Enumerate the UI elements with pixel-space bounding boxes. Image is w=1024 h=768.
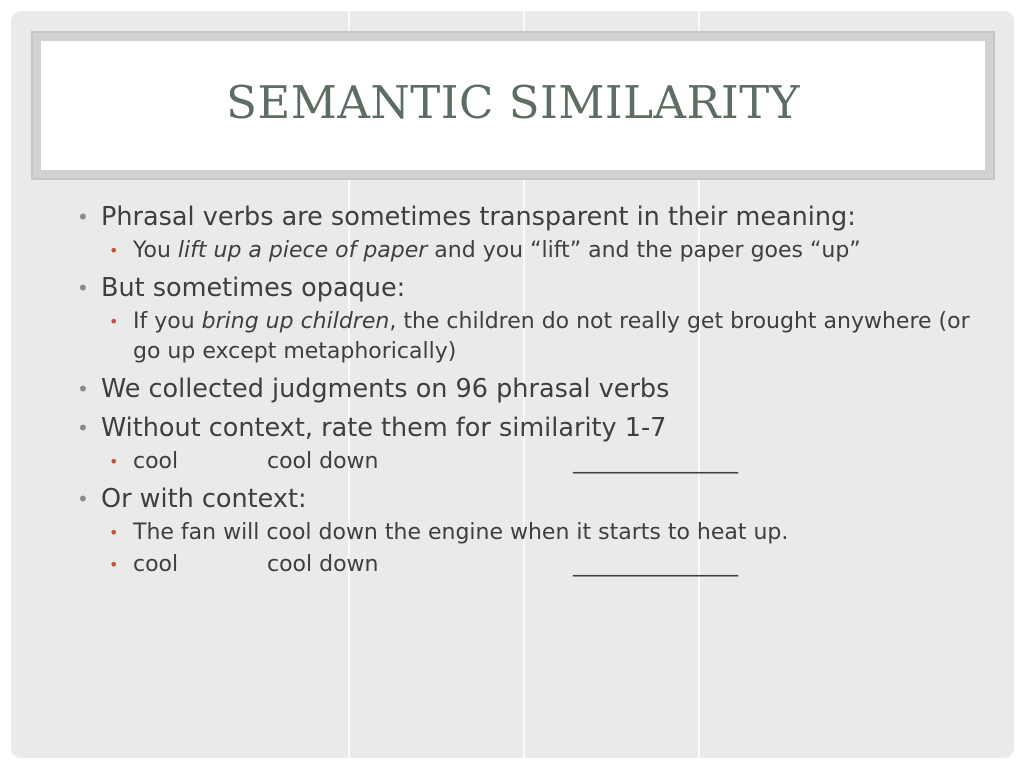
bullet-dot-icon: • bbox=[77, 377, 89, 401]
bullet-text: Phrasal verbs are sometimes transparent in their meaning: bbox=[101, 202, 856, 232]
rating-item bbox=[73, 447, 973, 477]
title-frame bbox=[31, 31, 995, 180]
bullet-dot-icon: • bbox=[109, 312, 119, 331]
bullet-text: Or with context: bbox=[101, 484, 307, 514]
bullet-dot-icon: • bbox=[109, 523, 119, 542]
rating-word: cool bbox=[133, 552, 179, 577]
bullet-item bbox=[73, 483, 973, 516]
bullet-item bbox=[73, 201, 973, 234]
sub-bullet-italic: bring up children bbox=[201, 309, 390, 334]
sub-bullet-italic: lift up a piece of paper bbox=[177, 238, 428, 263]
bullet-dot-icon: • bbox=[77, 276, 89, 300]
bullet-dot-icon: • bbox=[77, 205, 89, 229]
bullet-text: Without context, rate them for similarity 1-7 bbox=[101, 413, 667, 443]
bullet-dot-icon: • bbox=[109, 555, 119, 574]
bullet-dot-icon: • bbox=[109, 452, 119, 471]
rating-word: cool bbox=[133, 449, 179, 474]
sub-bullet-suffix: , the children do not really get brought anywhere (or go up except metaphorically) bbox=[133, 309, 970, 364]
sub-bullet-prefix: If you bbox=[133, 309, 202, 334]
rating-item bbox=[73, 550, 973, 580]
bullet-text: But sometimes opaque: bbox=[101, 273, 406, 303]
bullet-text: We collected judgments on 96 phrasal verbs bbox=[101, 374, 670, 404]
bullet-dot-icon: • bbox=[109, 241, 119, 260]
rating-phrase: cool down bbox=[267, 552, 379, 577]
sub-bullet-item bbox=[73, 307, 973, 367]
bullet-dot-icon: • bbox=[77, 416, 89, 440]
bullet-item bbox=[73, 373, 973, 406]
slide-title: SEMANTIC SIMILARITY bbox=[226, 76, 800, 129]
context-sentence: The fan will cool down the engine when it starts to heat up. bbox=[133, 520, 789, 545]
slide bbox=[11, 11, 1014, 758]
rating-blank: _______________ bbox=[573, 449, 738, 474]
rating-blank: _______________ bbox=[573, 552, 738, 577]
sub-bullet-prefix: You bbox=[133, 238, 178, 263]
title-box bbox=[41, 41, 985, 170]
sub-bullet-item bbox=[73, 236, 973, 266]
bullet-dot-icon: • bbox=[77, 487, 89, 511]
rating-phrase: cool down bbox=[267, 449, 379, 474]
bullet-item bbox=[73, 412, 973, 445]
bullet-item bbox=[73, 272, 973, 305]
slide-content bbox=[73, 201, 973, 580]
sub-bullet-item bbox=[73, 518, 973, 548]
sub-bullet-suffix: and you “lift” and the paper goes “up” bbox=[427, 238, 861, 263]
